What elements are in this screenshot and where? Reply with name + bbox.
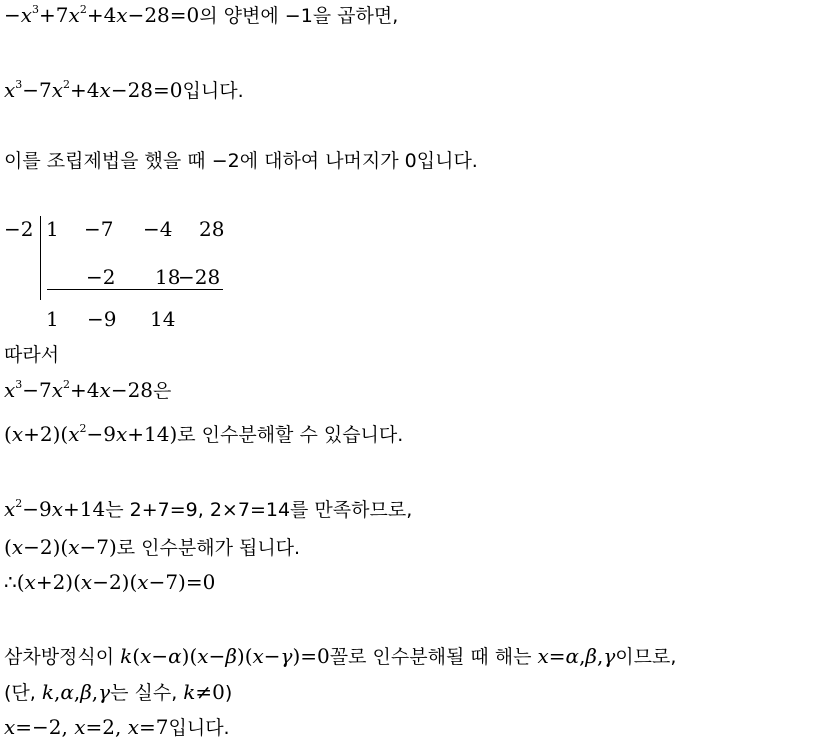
explanation-text: )	[224, 682, 233, 704]
explanation-text: 이므로,	[615, 646, 677, 668]
equation: x=α,β,γ	[537, 644, 616, 668]
coefficient: 1	[46, 217, 59, 241]
equation: $x^3-7x^2+4x-28=0$	[4, 78, 183, 102]
explanation-text: 이를 조립제법을 했을 때 −2에 대하여 나머지가 0입니다.	[4, 150, 478, 172]
equation: k≠0	[183, 680, 225, 704]
equation: ∴(x+2)(x−2)(x−7)=0	[4, 570, 216, 594]
explanation-text: 의 양변에 −1을 곱하면,	[199, 5, 399, 27]
line-3	[4, 147, 478, 174]
explanation-text: 삼차방정식이	[4, 646, 121, 668]
synthetic-division	[0, 210, 260, 336]
explanation-text: 꼴로 인수분해될 때 해는	[329, 646, 538, 668]
equation: k,α,β,γ	[41, 680, 111, 704]
equation: $(x+2)(x^2-9x+14)$	[4, 422, 178, 446]
coefficient: 28	[199, 217, 225, 241]
explanation-text: 따라서	[4, 344, 60, 366]
explanation-text: 는 실수,	[110, 682, 184, 704]
line-9	[4, 569, 215, 595]
explanation-text: (단,	[4, 682, 42, 704]
result: 14	[150, 307, 176, 331]
line-6	[4, 421, 403, 448]
equation: $x^2-9x+14$	[4, 497, 106, 521]
result: 1	[46, 307, 59, 331]
product: −28	[178, 265, 221, 289]
equation: x=−2, x=2, x=7	[4, 715, 169, 739]
line-12	[4, 714, 230, 741]
explanation-text: 로 인수분해할 수 있습니다.	[177, 424, 404, 446]
explanation-text: 입니다.	[168, 717, 230, 739]
explanation-text: 는 2+7=9, 2×7=14를 만족하므로,	[105, 499, 413, 521]
explanation-text: 로 인수분해가 됩니다.	[116, 537, 301, 559]
explanation-text: 은	[153, 380, 172, 402]
coefficient: −4	[143, 217, 173, 241]
line-8	[4, 534, 300, 561]
equation: $-x^3+7x^2+4x-28=0$	[4, 3, 200, 27]
divisor: −2	[4, 217, 34, 241]
line-10	[4, 643, 676, 670]
line-7	[4, 496, 412, 523]
product: 18	[155, 265, 181, 289]
coefficient: −7	[84, 217, 114, 241]
line-4	[4, 341, 59, 368]
line-2	[4, 77, 244, 104]
division-vertical-line	[40, 216, 41, 300]
division-horizontal-line	[47, 289, 223, 290]
equation: (x−2)(x−7)	[4, 535, 117, 559]
line-5	[4, 377, 171, 404]
line-1	[4, 2, 398, 29]
product: −2	[86, 265, 116, 289]
line-11	[4, 679, 232, 706]
equation: k(x−α)(x−β)(x−γ)=0	[120, 644, 330, 668]
explanation-text: 입니다.	[182, 80, 244, 102]
result: −9	[87, 307, 117, 331]
equation: $x^3-7x^2+4x-28$	[4, 378, 154, 402]
